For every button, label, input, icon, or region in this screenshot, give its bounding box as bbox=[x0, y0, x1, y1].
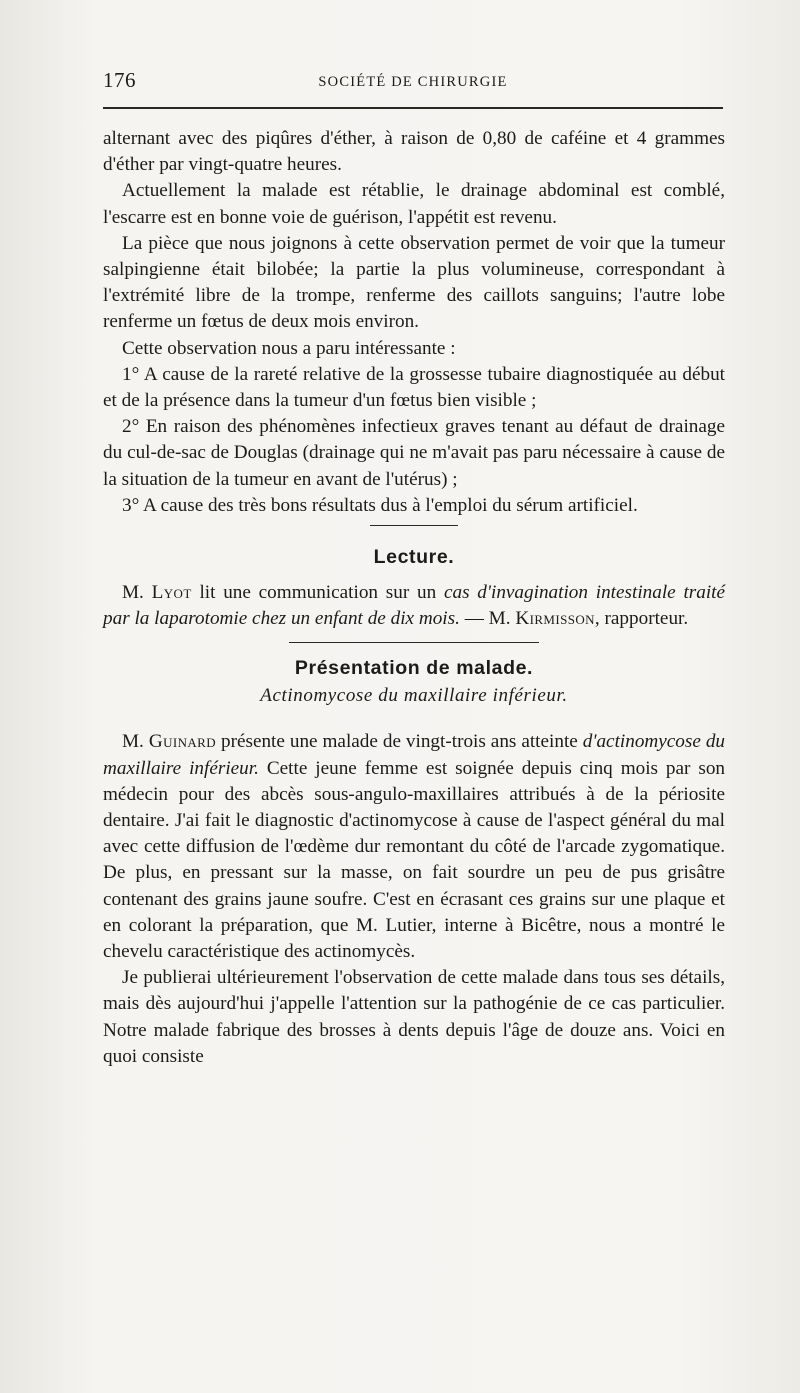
lecture-rapporteur: Kirmisson bbox=[515, 608, 595, 630]
lecture-heading: Lecture. bbox=[373, 546, 455, 569]
paragraph: 2° En raison des phénomènes infectieux graves tenant au défaut de drainage du cul-de-sac de Douglas (drainage qui ne m'avait pas paru nécessaire à cause de la situation de la tumeur en avant de l'utérus) ; bbox=[103, 416, 725, 490]
running-title: SOCIÉTÉ DE CHIRURGIE bbox=[318, 74, 508, 90]
lecture-text2: , rapporteur. bbox=[594, 608, 689, 630]
presentation-author: Guinard bbox=[148, 731, 217, 753]
presentation-disease: d'actinomycose du maxillaire inférieur. bbox=[103, 731, 726, 779]
lecture-dash: — bbox=[464, 608, 484, 630]
presentation-paragraph bbox=[103, 729, 725, 965]
lecture-prefix: M. bbox=[122, 582, 144, 604]
presentation-heading: Présentation de malade. bbox=[294, 657, 534, 680]
paragraph: alternant avec des piqûres d'éther, à raison de 0,80 de caféine et 4 grammes d'éther par vingt-quatre heures. bbox=[103, 128, 725, 176]
presentation-subheading: Actinomycose du maxillaire inférieur. bbox=[260, 685, 568, 707]
page-header bbox=[103, 68, 723, 94]
paragraph: 3° A cause des très bons résultats dus à l'emploi du sérum artificiel. bbox=[122, 494, 638, 516]
lecture-m2: M. bbox=[488, 608, 511, 630]
paragraph: Cette observation nous a paru intéressante : bbox=[122, 337, 456, 359]
presentation-prefix: M. bbox=[122, 731, 144, 753]
section-divider-long bbox=[289, 642, 539, 643]
lecture-text: lit une communication sur un bbox=[199, 582, 437, 604]
paragraph: 1° A cause de la rareté relative de la grossesse tubaire diagnostiquée au début et de la présence dans la tumeur d'un fœtus bien visible ; bbox=[103, 363, 725, 412]
page-number: 176 bbox=[103, 68, 136, 92]
section-divider bbox=[370, 525, 458, 526]
paragraph: La pièce que nous joignons à cette observation permet de voir que la tumeur salpingienne était bilobée; la partie la plus volumineuse, correspondant à l'extrémité libre de la trompe, renferme des caillots sanguins; l'autre lobe renferme un fœtus de deux mois environ. bbox=[103, 232, 725, 333]
header-rule bbox=[103, 107, 723, 109]
paragraph: Actuellement la malade est rétablie, le drainage abdominal est comblé, l'escarre est en bonne voie de guérison, l'appétit est revenu. bbox=[103, 180, 725, 228]
lecture-author: Lyot bbox=[151, 582, 192, 604]
presentation-text: présente une malade de vingt-trois ans atteinte bbox=[220, 731, 578, 753]
lecture-paragraph bbox=[103, 580, 725, 632]
lecture-title: cas d'invagination intestinale traité par la laparotomie chez un enfant de dix mois. bbox=[103, 582, 726, 630]
presentation-text2: Cette jeune femme est soignée depuis cinq mois par son médecin pour des abcès sous-angulo-maxillaires attribués à de la périosite dentaire. J'ai fait le diagnostic d'actinomycose à cause de l'aspect général du mal avec cette diffusion de l'œdème dur remontant du côté de l'arcade zygomatique. De plus, en pressant sur la masse, on fait sourdre un peu de pus grisâtre contenant des grains jaune soufre. C'est en écrasant ces grains sur une plaque et en colorant la préparation, que M. Lutier, interne à Bicêtre, nous a montré le chevelu caractéristique des actinomycès. bbox=[103, 757, 726, 963]
paragraph: Je publierai ultérieurement l'observation de cette malade dans tous ses détails, mais dès aujourd'hui j'appelle l'attention sur la pathogénie de ce cas particulier. Notre malade fabrique des brosses à dents depuis l'âge de douze ans. Voici en quoi consiste bbox=[103, 967, 725, 1067]
body-text bbox=[103, 126, 725, 1070]
